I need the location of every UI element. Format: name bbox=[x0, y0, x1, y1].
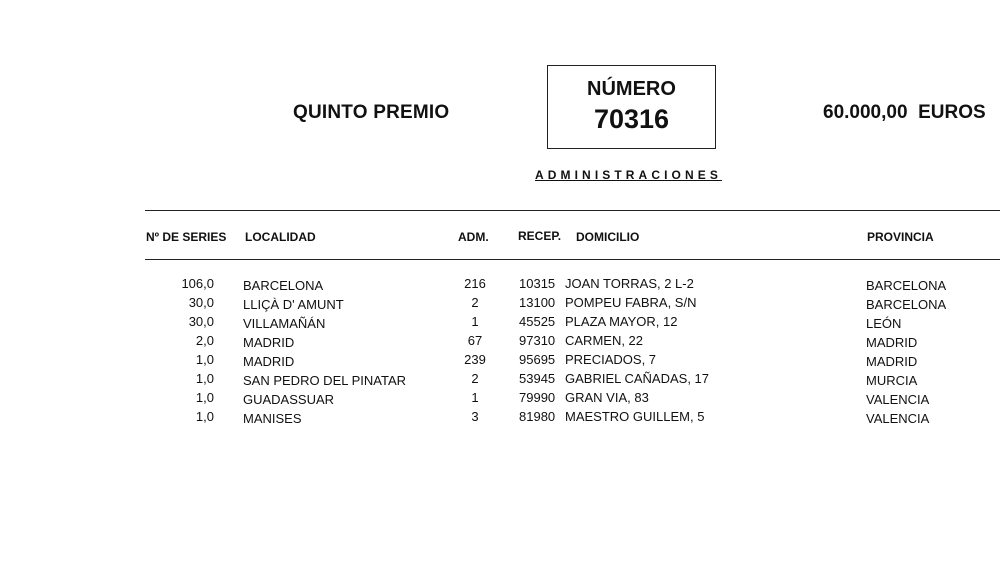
cell-domicilio: PLAZA MAYOR, 12 bbox=[565, 314, 678, 329]
cell-provincia: BARCELONA bbox=[866, 297, 947, 312]
cell-series: 106,0 bbox=[181, 276, 214, 291]
cell-localidad: MANISES bbox=[243, 411, 302, 426]
cell-provincia: LEÓN bbox=[866, 316, 902, 331]
cell-provincia: MURCIA bbox=[866, 373, 918, 388]
table-row bbox=[0, 276, 1000, 295]
cell-adm: 216 bbox=[464, 276, 486, 291]
cell-localidad: SAN PEDRO DEL PINATAR bbox=[243, 373, 407, 388]
col-header-domicilio: DOMICILIO bbox=[576, 230, 640, 244]
cell-series: 30,0 bbox=[188, 314, 214, 329]
cell-localidad: MADRID bbox=[243, 335, 295, 350]
cell-provincia: VALENCIA bbox=[866, 411, 930, 426]
cell-recep: 10315 bbox=[519, 276, 556, 291]
section-title: ADMINISTRACIONES bbox=[535, 168, 722, 182]
cell-adm: 2 bbox=[471, 295, 479, 310]
col-header-localidad: LOCALIDAD bbox=[245, 230, 316, 244]
cell-provincia: MADRID bbox=[866, 335, 918, 350]
prize-amount: 60.000,00 EUROS bbox=[823, 102, 986, 123]
table-row bbox=[0, 314, 1000, 333]
table-row bbox=[0, 390, 1000, 409]
cell-adm: 239 bbox=[464, 352, 486, 367]
cell-domicilio: JOAN TORRAS, 2 L-2 bbox=[565, 276, 694, 291]
col-header-series: Nº DE SERIES bbox=[146, 230, 227, 244]
table-row bbox=[0, 333, 1000, 352]
cell-domicilio: GABRIEL CAÑADAS, 17 bbox=[565, 371, 710, 386]
cell-domicilio: CARMEN, 22 bbox=[565, 333, 644, 348]
table-row bbox=[0, 352, 1000, 371]
cell-provincia: MADRID bbox=[866, 354, 918, 369]
cell-domicilio: MAESTRO GUILLEM, 5 bbox=[565, 409, 705, 424]
cell-localidad: MADRID bbox=[243, 354, 295, 369]
col-header-provincia: PROVINCIA bbox=[867, 230, 934, 244]
cell-localidad: LLIÇÀ D' AMUNT bbox=[243, 297, 344, 312]
cell-adm: 1 bbox=[471, 390, 479, 405]
winning-number: 70316 bbox=[593, 104, 670, 134]
cell-recep: 45525 bbox=[519, 314, 556, 329]
cell-series: 1,0 bbox=[195, 371, 214, 386]
cell-provincia: VALENCIA bbox=[866, 392, 930, 407]
cell-localidad: GUADASSUAR bbox=[243, 392, 335, 407]
prize-name: QUINTO PREMIO bbox=[293, 102, 450, 123]
cell-series: 1,0 bbox=[195, 390, 214, 405]
cell-domicilio: GRAN VIA, 83 bbox=[565, 390, 649, 405]
cell-recep: 97310 bbox=[519, 333, 556, 348]
number-label: NÚMERO bbox=[587, 78, 676, 100]
table-row bbox=[0, 295, 1000, 314]
cell-domicilio: POMPEU FABRA, S/N bbox=[565, 295, 697, 310]
table-row bbox=[0, 409, 1000, 428]
table-top-divider bbox=[145, 210, 1000, 211]
cell-recep: 81980 bbox=[519, 409, 556, 424]
cell-adm: 67 bbox=[467, 333, 483, 348]
table-row bbox=[0, 371, 1000, 390]
col-header-adm: ADM. bbox=[458, 230, 489, 244]
cell-provincia: BARCELONA bbox=[866, 278, 947, 293]
cell-domicilio: PRECIADOS, 7 bbox=[565, 352, 657, 367]
cell-adm: 3 bbox=[471, 409, 479, 424]
table-header-divider bbox=[145, 259, 1000, 260]
cell-localidad: BARCELONA bbox=[243, 278, 324, 293]
cell-recep: 53945 bbox=[519, 371, 556, 386]
cell-localidad: VILLAMAÑÁN bbox=[243, 316, 326, 331]
cell-series: 2,0 bbox=[195, 333, 214, 348]
winning-number-box bbox=[547, 65, 716, 149]
cell-adm: 1 bbox=[471, 314, 479, 329]
cell-series: 30,0 bbox=[188, 295, 214, 310]
cell-recep: 13100 bbox=[519, 295, 556, 310]
cell-recep: 79990 bbox=[519, 390, 556, 405]
col-header-recep: RECEP. bbox=[518, 229, 562, 243]
cell-adm: 2 bbox=[471, 371, 479, 386]
cell-series: 1,0 bbox=[195, 409, 214, 424]
cell-recep: 95695 bbox=[519, 352, 556, 367]
cell-series: 1,0 bbox=[195, 352, 214, 367]
